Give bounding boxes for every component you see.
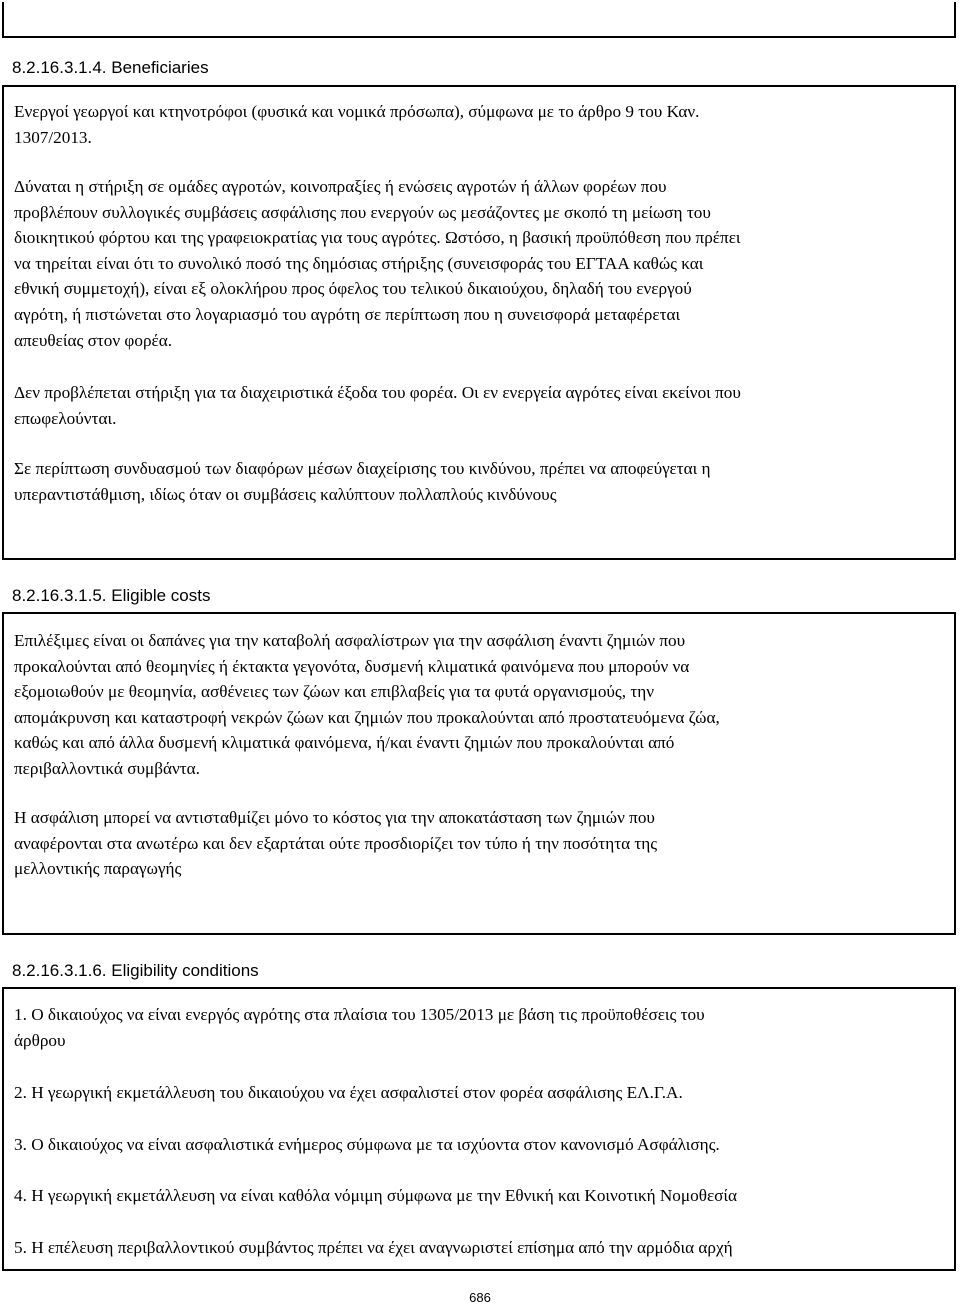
section-heading-eligibility-conditions: 8.2.16.3.1.6. Eligibility conditions bbox=[12, 961, 259, 980]
paragraph bbox=[14, 805, 948, 882]
eligibility-conditions-box bbox=[2, 987, 956, 1271]
eligible-costs-box bbox=[2, 612, 956, 935]
text-line: απευθείας στον φορέα. bbox=[14, 330, 173, 350]
text-line: διοικητικού φόρτου και της γραφειοκρατίας για τους αγρότες. Ωστόσο, η βασική προϋπόθεση που πρέπει bbox=[14, 228, 741, 248]
text-line: επωφελούνται. bbox=[14, 408, 117, 428]
text-line: εξομοιωθούν με θεομηνία, ασθένειες των ζώων και επιβλαβείς για τα φυτά οργανισμούς, την bbox=[14, 682, 654, 702]
text-line: Δεν προβλέπεται στήριξη για τα διαχειριστικά έξοδα του φορέα. Οι εν ενεργεία αγρότες είναι εκείνοι που bbox=[14, 383, 741, 402]
paragraph bbox=[14, 380, 948, 431]
text-line: 1307/2013. bbox=[14, 127, 92, 147]
section-heading-eligible-costs: 8.2.16.3.1.5. Eligible costs bbox=[12, 586, 211, 605]
condition-item bbox=[14, 1183, 948, 1209]
text-line: προβλέπουν συλλογικές συμβάσεις ασφάλισης που ενεργούν ως μεσάζοντες με σκοπό τη μείωση του bbox=[14, 202, 711, 222]
text-line: 2. Η γεωργική εκμετάλλευση του δικαιούχου να έχει ασφαλιστεί στον φορέα ασφάλισης ΕΛ.Γ.Α. bbox=[14, 1083, 683, 1102]
text-line: εθνική συμμετοχή), είναι εξ ολοκλήρου προς όφελος του τελικού δικαιούχου, δηλαδή του ενεργού bbox=[14, 279, 692, 299]
paragraph bbox=[14, 174, 948, 353]
text-line: Η ασφάλιση μπορεί να αντισταθμίζει μόνο το κόστος για την αποκατάσταση των ζημιών που bbox=[14, 808, 655, 827]
condition-item bbox=[14, 1002, 948, 1053]
text-line: 5. Η επέλευση περιβαλλοντικού συμβάντος πρέπει να έχει αναγνωριστεί επίσημα από την αρμόδια αρχή bbox=[14, 1238, 733, 1257]
text-line: Επιλέξιμες είναι οι δαπάνες για την καταβολή ασφαλίστρων για την ασφάλιση έναντι ζημιών που bbox=[14, 631, 686, 650]
paragraph bbox=[14, 456, 948, 507]
text-line: άρθρου bbox=[14, 1030, 66, 1050]
text-line: απομάκρυνση και καταστροφή νεκρών ζώων και ζημιών που προκαλούνται από προστατευόμενα ζώα, bbox=[14, 707, 720, 727]
text-line: προκαλούνται από θεομηνίες ή έκτακτα γεγονότα, δυσμενή κλιματικά φαινόμενα που μπορούν να bbox=[14, 656, 690, 676]
text-line: καθώς και από άλλα δυσμενή κλιματικά φαινόμενα, ή/και έναντι ζημιών που προκαλούνται από bbox=[14, 733, 675, 753]
text-line: αναφέρονται στα ανωτέρω και δεν εξαρτάται ούτε προσδιορίζει τον τύπο ή την ποσότητα της bbox=[14, 833, 658, 853]
condition-item bbox=[14, 1235, 948, 1261]
condition-item bbox=[14, 1132, 948, 1158]
text-line: περιβαλλοντικά συμβάντα. bbox=[14, 758, 200, 778]
paragraph bbox=[14, 99, 948, 150]
previous-section-box-end bbox=[2, 2, 956, 38]
text-line: αγρότη, ή πιστώνεται στο λογαριασμό του αγρότη σε περίπτωση που η συνεισφορά μεταφέρεται bbox=[14, 304, 681, 324]
text-line: υπεραντιστάθμιση, ιδίως όταν οι συμβάσεις καλύπτουν πολλαπλούς κινδύνους bbox=[14, 484, 557, 504]
section-heading-beneficiaries: 8.2.16.3.1.4. Beneficiaries bbox=[12, 58, 209, 77]
text-line: 3. Ο δικαιούχος να είναι ασφαλιστικά ενήμερος σύμφωνα με τα ισχύοντα στον κανονισμό Ασφάλισης. bbox=[14, 1135, 720, 1154]
page-number: 686 bbox=[469, 1290, 491, 1305]
text-line: μελλοντικής παραγωγής bbox=[14, 859, 182, 879]
text-line: Δύναται η στήριξη σε ομάδες αγροτών, κοινοπραξίες ή ενώσεις αγροτών ή άλλων φορέων που bbox=[14, 177, 667, 196]
condition-item bbox=[14, 1080, 948, 1106]
text-line: 4. Η γεωργική εκμετάλλευση να είναι καθόλα νόμιμη σύμφωνα με την Εθνική και Κοινοτική Νομοθεσία bbox=[14, 1186, 738, 1205]
text-line: Σε περίπτωση συνδυασμού των διαφόρων μέσων διαχείρισης του κινδύνου, πρέπει να αποφεύγεται η bbox=[14, 459, 711, 478]
text-line: να τηρείται είναι ότι το συνολικό ποσό της δημόσιας στήριξης (συνεισφοράς του ΕΓΤΑΑ καθώς και bbox=[14, 253, 704, 273]
text-line: 1. Ο δικαιούχος να είναι ενεργός αγρότης στα πλαίσια του 1305/2013 με βάση τις προϋποθέσεις του bbox=[14, 1005, 705, 1024]
beneficiaries-box bbox=[2, 85, 956, 560]
text-line: Ενεργοί γεωργοί και κτηνοτρόφοι (φυσικά και νομικά πρόσωπα), σύμφωνα με το άρθρο 9 του Καν. bbox=[14, 102, 700, 121]
paragraph bbox=[14, 628, 948, 782]
